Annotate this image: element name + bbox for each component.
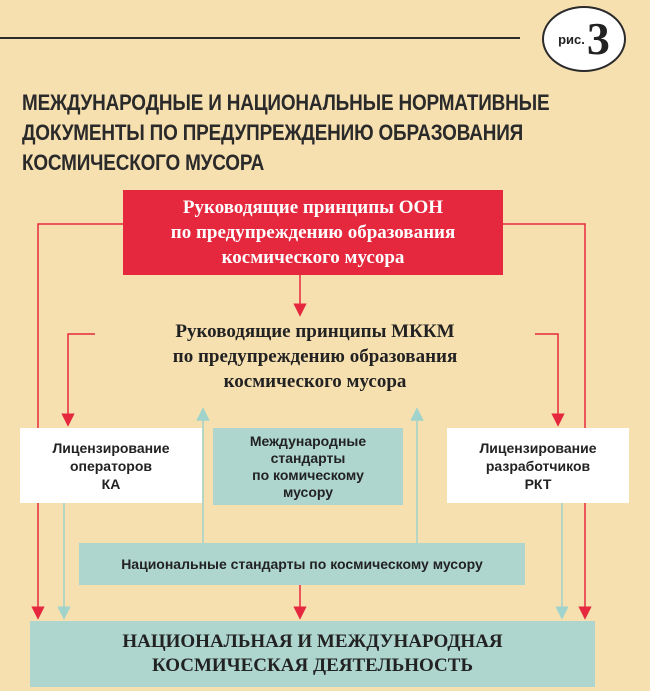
title-line-1: МЕЖДУНАРОДНЫЕ И НАЦИОНАЛЬНЫЕ НОРМАТИВНЫЕ: [22, 90, 550, 115]
international-standards-line-2: стандарты: [270, 449, 346, 466]
licensing-operators-line-2: операторов: [69, 457, 153, 474]
un-guidelines-line-2: по предупреждению образования: [170, 222, 456, 243]
national-standards-label: Национальные стандарты по космическому мусору: [121, 556, 483, 572]
title-line-2: ДОКУМЕНТЫ ПО ПРЕДУПРЕЖДЕНИЮ ОБРАЗОВАНИЯ: [22, 120, 524, 145]
international-standards-line-3: по комическому: [252, 466, 364, 483]
un-guidelines-line-3: космического мусора: [221, 247, 405, 268]
international-standards-line-4: мусору: [282, 483, 334, 500]
national-standards-box: [79, 543, 525, 585]
licensing-developers-line-1: Лицензирование: [479, 439, 597, 456]
space-activity-line-1: НАЦИОНАЛЬНАЯ И МЕЖДУНАРОДНАЯ: [122, 631, 503, 652]
international-standards-box: [213, 428, 403, 505]
iadc-guidelines-line-2: по предупреждению образования: [172, 345, 458, 367]
iadc-guidelines-line-3: космического мусора: [223, 370, 407, 392]
international-standards-line-1: Международные: [249, 432, 367, 449]
iadc-guidelines-line-1: Руководящие принципы МККМ: [175, 320, 455, 342]
licensing-developers-box: [447, 428, 629, 503]
licensing-operators-box: [20, 428, 202, 503]
figure-badge-number: 3: [586, 13, 610, 64]
iadc-guidelines-box: [95, 318, 535, 394]
licensing-operators-line-3: КА: [101, 475, 121, 492]
space-activity-line-2: КОСМИЧЕСКАЯ ДЕЯТЕЛЬНОСТЬ: [151, 655, 474, 676]
un-guidelines-box: [123, 190, 503, 275]
figure-badge-prefix: рис.: [558, 31, 585, 47]
licensing-developers-line-3: РКТ: [524, 475, 552, 492]
licensing-developers-line-2: разработчиков: [485, 457, 591, 474]
space-activity-box: [30, 621, 595, 687]
licensing-operators-line-1: Лицензирование: [52, 439, 170, 456]
title-line-3: КОСМИЧЕСКОГО МУСОРА: [22, 150, 265, 175]
un-guidelines-line-1: Руководящие принципы ООН: [182, 197, 444, 218]
